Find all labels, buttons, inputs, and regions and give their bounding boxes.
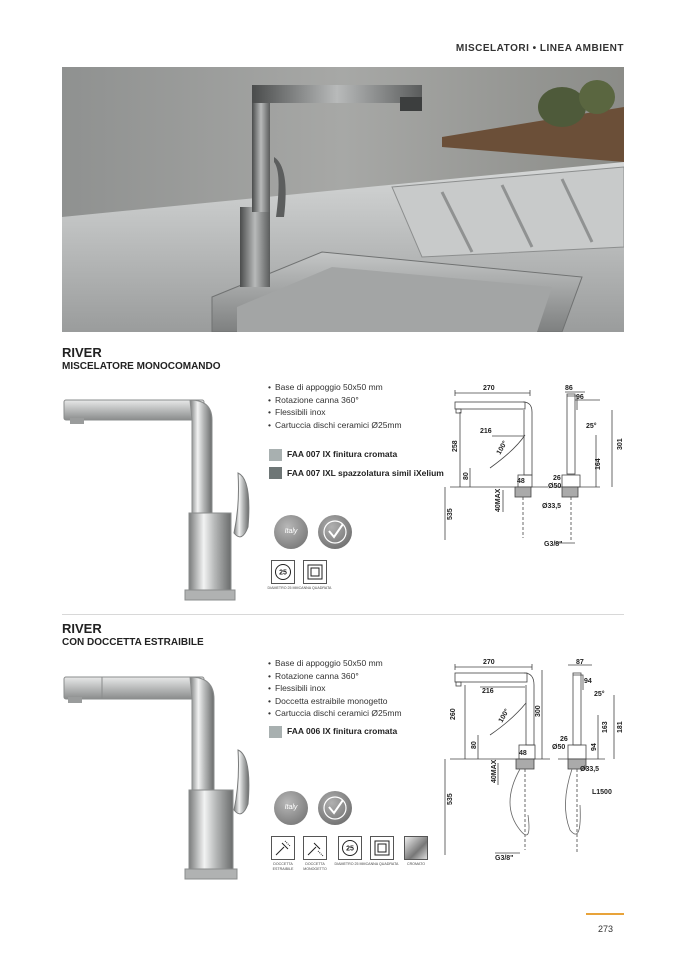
icon-caption: CROMATO: [406, 862, 426, 866]
svg-text:26: 26: [560, 736, 568, 743]
svg-text:164: 164: [595, 458, 602, 470]
feature-item: • Rotazione canna 360°: [268, 670, 402, 683]
svg-text:48: 48: [517, 478, 525, 485]
chrome-finish-icon: [404, 836, 428, 860]
finish-swatch: [269, 726, 282, 738]
svg-text:300: 300: [535, 705, 542, 717]
diameter-25-icon: [271, 560, 295, 584]
svg-text:L1500: L1500: [592, 789, 612, 796]
svg-text:25: 25: [346, 845, 354, 853]
svg-text:94: 94: [591, 743, 598, 751]
pull-out-shower-icon: [271, 836, 295, 860]
svg-text:94: 94: [584, 678, 592, 685]
feature-item: • Flessibili inox: [268, 682, 402, 695]
feature-item: • Flessibili inox: [268, 406, 402, 419]
svg-text:258: 258: [452, 440, 459, 452]
product1-subtitle: MISCELATORE MONOCOMANDO: [62, 361, 221, 372]
svg-text:535: 535: [447, 508, 454, 520]
product2-subtitle: CON DOCCETTA ESTRAIBILE: [62, 637, 204, 648]
section-header: MISCELATORI • LINEA AMBIENT: [455, 43, 624, 54]
svg-text:216: 216: [480, 428, 492, 435]
product1-technical-drawing: [440, 380, 630, 550]
finish-swatch: [269, 467, 282, 479]
svg-text:86: 86: [565, 385, 573, 392]
feature-item: • Base di appoggio 50x50 mm: [268, 657, 402, 670]
feature-item: • Doccetta estraibile monogetto: [268, 695, 402, 708]
page-number: 273: [598, 924, 614, 934]
svg-text:535: 535: [447, 793, 454, 805]
svg-text:48: 48: [519, 750, 527, 757]
icon-caption: DOCCETTA MONOGETTO: [303, 862, 327, 871]
product2-features: [268, 657, 402, 720]
check-icon: [318, 515, 352, 549]
svg-text:Ø50: Ø50: [552, 744, 566, 751]
feature-item: • Rotazione canna 360°: [268, 394, 402, 407]
svg-text:26: 26: [553, 475, 561, 482]
svg-text:270: 270: [483, 385, 495, 392]
section-divider: [62, 614, 624, 615]
product2-technical-drawing: [440, 655, 630, 865]
svg-text:40MAX: 40MAX: [495, 488, 502, 512]
feature-item: • Cartuccia dischi ceramici Ø25mm: [268, 419, 402, 432]
svg-text:Ø33,5: Ø33,5: [580, 766, 600, 773]
icon-caption: CANNA QUADRATA: [298, 586, 332, 590]
made-in-italy-badge: Italy: [274, 791, 308, 825]
svg-text:301: 301: [617, 438, 624, 450]
square-spout-icon: [303, 560, 327, 584]
feature-item: • Base di appoggio 50x50 mm: [268, 381, 402, 394]
svg-text:40MAX: 40MAX: [491, 759, 498, 783]
icon-caption: DOCCETTA ESTRAIBILE: [272, 862, 294, 871]
product1-title: RIVER: [62, 345, 102, 360]
product1-photo: [62, 395, 262, 605]
square-spout-icon: [370, 836, 394, 860]
svg-text:80: 80: [463, 472, 470, 480]
svg-text:80: 80: [471, 741, 478, 749]
product2-photo: [62, 672, 262, 882]
made-in-italy-badge: Italy: [274, 515, 308, 549]
svg-text:216: 216: [482, 688, 494, 695]
svg-text:260: 260: [450, 708, 457, 720]
svg-text:Ø33,5: Ø33,5: [542, 503, 562, 510]
product2-finish-chrome: FAA 006 IX finitura cromata: [269, 726, 444, 738]
check-icon: [318, 791, 352, 825]
product1-finish-brushed: FAA 007 IXL spazzolatura simil iXelium: [269, 465, 444, 481]
svg-text:96: 96: [576, 394, 584, 401]
svg-text:100°: 100°: [495, 439, 509, 456]
quality-check-badge: [318, 515, 352, 549]
product2-title: RIVER: [62, 621, 102, 636]
icon-caption: DIAMETRO 25 MM: [267, 586, 299, 590]
svg-text:181: 181: [617, 721, 624, 733]
svg-text:G3/8": G3/8": [544, 541, 563, 548]
svg-text:270: 270: [483, 659, 495, 666]
product1-features: [268, 381, 402, 431]
page-number-rule: [586, 913, 624, 915]
product1-finish-chrome: FAA 007 IX finitura cromata: [269, 449, 439, 461]
svg-text:25: 25: [279, 569, 287, 577]
svg-text:25°: 25°: [586, 423, 597, 430]
icon-caption: CANNA QUADRATA: [365, 862, 399, 866]
svg-text:25°: 25°: [594, 691, 605, 698]
single-jet-icon: [303, 836, 327, 860]
svg-text:G3/8": G3/8": [495, 855, 514, 862]
svg-text:100°: 100°: [497, 707, 511, 724]
svg-text:163: 163: [602, 721, 609, 733]
icon-caption: DIAMETRO 25 MM: [334, 862, 366, 866]
svg-text:87: 87: [576, 659, 584, 666]
diameter-25-icon: [338, 836, 362, 860]
hero-photo: [62, 67, 624, 332]
quality-check-badge: [318, 791, 352, 825]
svg-text:Ø50: Ø50: [548, 483, 562, 490]
finish-swatch: [269, 449, 282, 461]
feature-item: • Cartuccia dischi ceramici Ø25mm: [268, 707, 402, 720]
